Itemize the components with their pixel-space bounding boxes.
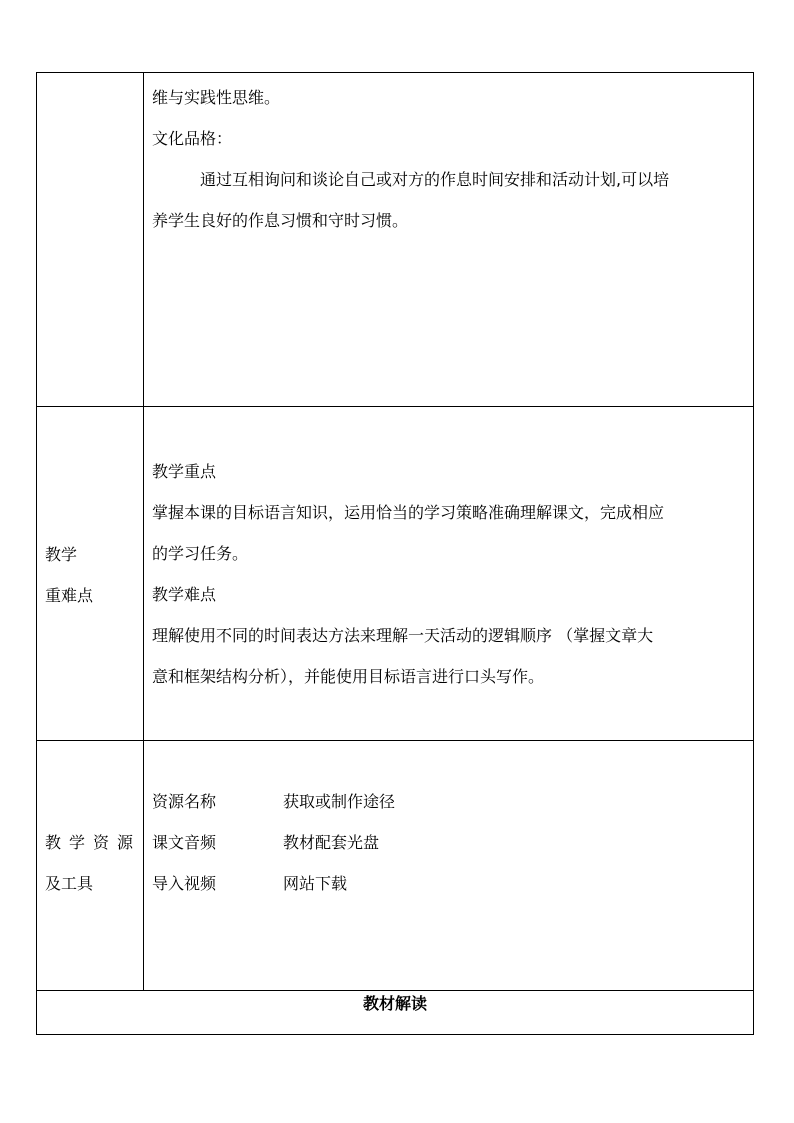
key-points-row	[37, 407, 754, 741]
focus-heading: 教学重点	[152, 462, 217, 481]
resource-name: 导入视频	[152, 874, 217, 893]
key-points-label: 重难点	[45, 586, 94, 605]
culture-line: 通过互相询问和谈论自己或对方的作息时间安排和活动计划,可以培	[200, 170, 670, 189]
key-points-label: 教学	[45, 545, 78, 564]
culture-heading: 文化品格：	[152, 129, 233, 148]
key-points-label-cell	[37, 407, 144, 741]
focus-line: 掌握本课的目标语言知识，运用恰当的学习策略准确理解课文，完成相应	[152, 503, 665, 522]
difficulty-line: 理解使用不同的时间表达方法来理解一天活动的逻辑顺序 （掌握文章大	[152, 626, 654, 645]
resources-content-cell	[144, 741, 754, 991]
objectives-line: 维与实践性思维。	[152, 88, 281, 107]
resources-label: 及工具	[45, 874, 94, 893]
resources-label: 教学资源	[45, 833, 142, 852]
textbook-analysis-header: 教材解读	[37, 991, 754, 1035]
textbook-analysis-row	[37, 991, 754, 1035]
objectives-row	[37, 73, 754, 407]
difficulty-heading: 教学难点	[152, 585, 217, 604]
resource-source: 教材配套光盘	[283, 833, 380, 852]
culture-line: 养学生良好的作息习惯和守时习惯。	[152, 211, 409, 230]
resource-name: 课文音频	[152, 833, 217, 852]
resources-row	[37, 741, 754, 991]
resources-label-cell	[37, 741, 144, 991]
lesson-plan-table	[36, 72, 754, 1035]
resource-source: 网站下载	[283, 874, 348, 893]
objectives-content-cell	[144, 73, 754, 407]
focus-line: 的学习任务。	[152, 544, 249, 563]
key-points-content-cell	[144, 407, 754, 741]
resource-column-header: 获取或制作途径	[283, 792, 396, 811]
objectives-label-cell	[37, 73, 144, 407]
difficulty-line: 意和框架结构分析），并能使用目标语言进行口头写作。	[152, 667, 545, 686]
resource-column-header: 资源名称	[152, 792, 217, 811]
